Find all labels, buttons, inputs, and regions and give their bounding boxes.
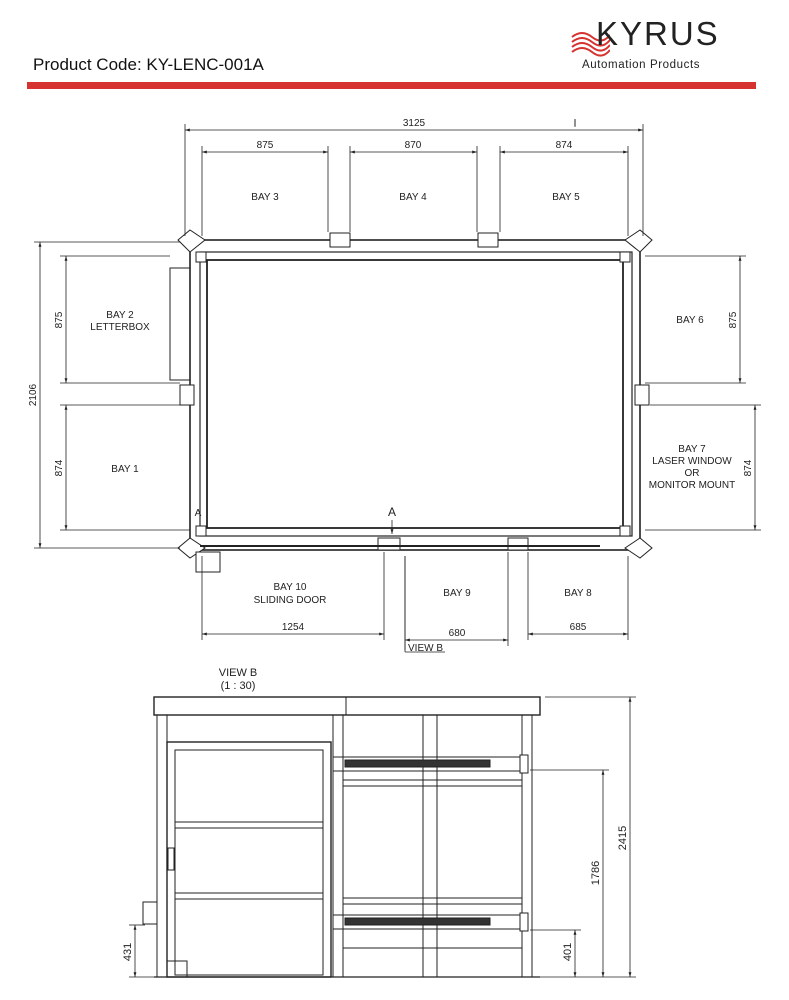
label-bay8: BAY 8 [564,588,592,599]
tick-mark: I [573,118,577,129]
plan-view [34,120,761,652]
frame-inner [200,252,632,536]
dim-left-upper: 875 [54,311,65,329]
dim-right-lower: 874 [743,459,754,477]
door-handle [168,848,174,870]
dim-overall-width: 3125 [402,118,426,129]
mid-post-center [423,715,437,977]
panel-inner [207,260,623,528]
dim-overall-depth: 2106 [28,383,39,407]
dim-bay4: 870 [404,140,422,151]
label-bay9: BAY 9 [443,588,471,599]
frame-outer [190,240,640,550]
dim-bottom-1254: 1254 [281,622,305,633]
label-bay2-line1: BAY 2 [106,310,134,321]
dim-rail-height: 1786 [590,860,602,886]
door-outer [167,742,331,977]
label-bay7-line4: MONITOR MOUNT [648,480,736,491]
section-mark-a-left: A [194,508,202,519]
label-bay1: BAY 1 [111,464,139,475]
dim-bottom-680: 680 [448,628,466,639]
left-leg [157,715,167,977]
dim-bottom-685: 685 [569,622,587,633]
view-b-title: VIEW B [218,667,258,679]
logo-subtitle: Automation Products [582,59,701,71]
label-bay10-line2: SLIDING DOOR [253,595,327,606]
dim-bay5: 874 [555,140,573,151]
letterbox-panel [170,268,190,380]
logo-wordmark: KYRUS [596,15,720,52]
dim-bay3: 875 [256,140,274,151]
label-bay6: BAY 6 [676,315,704,326]
label-bay4: BAY 4 [399,192,427,203]
label-bay7-line1: BAY 7 [678,444,706,455]
view-b-labels [122,667,629,961]
dim-left-low: 431 [122,942,134,962]
view-b-elevation [129,697,636,977]
mid-mounts [180,233,649,572]
door-inner [175,750,323,975]
section-mark-a: A [387,505,397,519]
right-leg [522,715,532,977]
dim-right-upper: 875 [728,311,739,329]
view-b-dimensions [129,697,636,977]
view-b-callout: VIEW B [408,643,444,654]
label-bay5: BAY 5 [552,192,580,203]
mid-post-left [333,715,343,977]
view-b-scale: (1 : 30) [220,680,256,692]
label-bay7-line2: LASER WINDOW [652,456,732,467]
label-bay10-line1: BAY 10 [273,582,307,593]
corner-brackets [178,230,652,558]
side-bracket [143,902,157,924]
label-bay7-line3: OR [684,468,700,479]
product-code: Product Code: KY-LENC-001A [33,55,264,74]
label-bay3: BAY 3 [251,192,279,203]
dimension-lines [34,120,761,652]
dim-left-lower: 874 [54,459,65,477]
label-bay2-line2: LETTERBOX [90,322,150,333]
top-slab [154,697,540,715]
dim-overall-height: 2415 [617,825,629,851]
dim-right-low: 401 [562,942,574,962]
